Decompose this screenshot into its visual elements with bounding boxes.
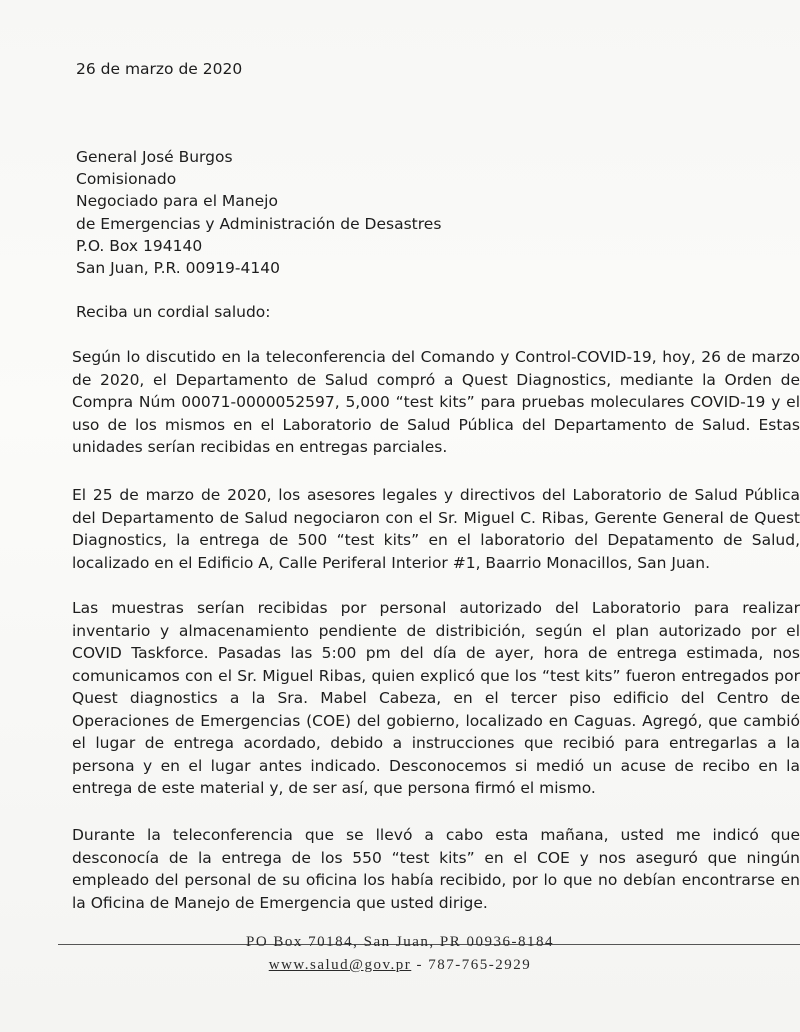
recipient-title: Comisionado (76, 170, 177, 189)
body-paragraph-2: El 25 de marzo de 2020, los asesores legales y directivos del Laboratorio de Salud Pública del Departamento de Salud negociaron con el Sr. Miguel C. Ribas, Gerente General de Quest Diagnostics, la entrega de 500 “test kits” en el laboratorio del Depatamento de Salud, localizado en el Edificio A, Calle Periferal Interior #1, Baarrio Monacillos, San Juan. (72, 486, 800, 572)
recipient-po-box: P.O. Box 194140 (76, 236, 203, 255)
greeting: Reciba un cordial saludo: (76, 303, 271, 321)
footer-address: PO Box 70184, San Juan, PR 00936-8184 (245, 934, 555, 950)
recipient-name: General José Burgos (76, 148, 233, 166)
recipient-agency-line-2: de Emergencias y Administración de Desastres (76, 214, 442, 233)
recipient-address-block (76, 146, 441, 279)
body-paragraph-4: Durante la teleconferencia que se llevó a cabo esta mañana, usted me indicó que desconocía de la entrega de los 550 “test kits” en el COE y nos aseguró que ningún empleado del personal de su oficina los había recibido, por lo que no debían encontrarse en la Oficina de Manejo de Emergencia que usted dirige. (72, 826, 800, 912)
footer-website-link[interactable]: www.salud@gov.pr (268, 957, 412, 973)
body-paragraph-3: Las muestras serían recibidas por personal autorizado del Laboratorio para realizar inventario y almacenamiento pendiente de distribición, según el plan autorizado por el COVID Taskforce. Pasadas las 5:00 pm del día de ayer, hora de entrega estimada, nos comunicamos con el Sr. Miguel Ribas, quien explicó que los “test kits” fueron entregados por Quest diagnostics a la Sra. Mabel Cabeza, en el tercer piso edificio del Centro de Operaciones de Emergencias (COE) del gobierno, localizado en Caguas. Agregó, que cambió el lugar de entrega acordado, debido a instrucciones que recibió para entregarlas a la persona y en el lugar antes indicado. Desconocemos si medió un acuse de recibo en la entrega de este material y, de ser así, que persona firmó el mismo. (72, 599, 800, 797)
recipient-agency-line-1: Negociado para el Manejo (76, 192, 278, 211)
footer-phone: 787-765-2929 (428, 957, 532, 973)
footer-contact (0, 957, 800, 974)
recipient-city: San Juan, P.R. 00919-4140 (76, 259, 280, 278)
footer-separator: - (416, 957, 424, 973)
body-paragraph-1: Según lo discutido en la teleconferencia del Comando y Control-COVID-19, hoy, 26 de marzo de 2020, el Departamento de Salud compró a Quest Diagnostics, mediante la Orden de Compra Núm 00071-0000052597, 5,000 “test kits” para pruebas moleculares COVID-19 y el uso de los mismos en el Laboratorio de Salud Pública del Departamento de Salud. Estas unidades serían recibidas en entregas parciales. (72, 348, 800, 456)
letter-date: 26 de marzo de 2020 (76, 60, 243, 78)
